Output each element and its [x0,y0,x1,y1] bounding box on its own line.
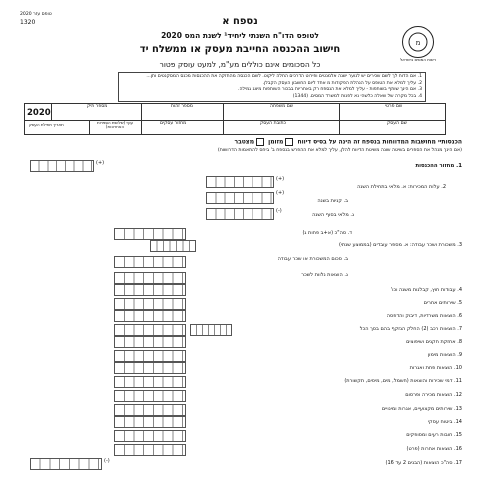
row-17-label: 17. סה"כ הוצאות (הבנים 2 עד 16) [385,460,462,466]
basis-accrual-label: מצטבר [234,138,255,146]
opening-inventory-field[interactable] [206,176,274,188]
page-title: חישוב ההכנסה החייבת מעסק או ממשלח יד [139,44,341,55]
vat-note: כל הסכומים אינם כוללים מע"מ, למעט עוסק פטור [159,60,321,69]
row-2a-label: 2. עלות המכירות: א. מלאי בתחילת השנה [357,184,446,190]
minus-sign-total: (-) [104,458,110,464]
other-expenses-field[interactable] [114,444,186,456]
bad-debts-field[interactable] [114,430,186,442]
form-subtitle: לטופס הדו"ח השנתי ליחיד¹ לשנת המס 2020 [161,31,319,40]
minus-sign: (-) [276,208,282,214]
last-name-header: שם משפחה [270,104,294,109]
row-3a-label: 3. משכורת ושכר עבודה: א. מספר עובדים (בממוצע שנתי) [338,242,462,248]
vehicle-expenses-field[interactable] [114,324,186,336]
row-8-label: 8. אחזקת חקנים ושיפוצים [406,339,462,345]
basis-accrual-checkbox[interactable] [256,138,264,146]
row-4-label: 4. עבודות חוץ, קבלנות משנה וכו' [390,287,462,293]
salary-related-field[interactable] [114,272,186,284]
turnover-header: מחזור עסקים [160,121,187,126]
professional-services-field[interactable] [114,404,186,416]
salaries-field[interactable] [114,256,186,268]
purchases-field[interactable] [206,192,274,204]
row-2d-label: ד. סה"כ (א+ב פחות ג) [302,230,352,236]
id-number-header: מספר זהות [171,104,193,109]
row-15-label: 15. חובות רעים ומסופקים [406,432,462,438]
note-2: 2. עליך למלא את הטופס על הנהלת הפקודות מ אחד ליום החשבון העסק הקבלן. [262,80,422,86]
first-name-header: שם פרטי [385,104,403,109]
branch-header: ענף (שלושת הספרות האחרונות) [96,120,134,130]
row-13-label: 13. שירותים מקצועיים, אגרות ומינויים [381,406,462,412]
first-name-field[interactable] [342,109,442,119]
row-10-label: 10. הוצאות פחת ואגרות [409,365,462,371]
reporting-basis-title: הכנסותיי מחושבות המדווחות בנספח זה הינה על בסיס דיווח מזומן מצטבר [234,138,462,146]
note-3: 3. אם הינך שותף בשותפות - עליך למלא את הנספח רק באחריות בבכור השותפות מיצג גמילה. [238,87,422,92]
plus-sign: (+) [96,160,105,166]
row-9-label: 9. הוצאות מימון [427,352,462,358]
business-start-date-header: תאריך תחילת העסק [29,122,64,127]
file-number-header: מספר תיק [87,104,108,109]
rent-field[interactable] [114,376,186,388]
form-code: 1320 [20,19,36,26]
note-4: 4. בכל מקרה של שאלה כלשהי נא לפנות למשרד המסים. (1344) [292,93,422,99]
row-2b-label: ב. קניות בשנה [317,198,348,204]
insurance-field[interactable] [114,416,186,428]
cost-of-sales-total-field[interactable] [114,228,186,240]
row-7-label: 7. הוצאות רכב (2) החלק הנזקף בהם בסך הכל [359,326,462,332]
file-number-field[interactable] [54,109,138,119]
plus-sign-2: (+) [276,176,285,182]
basis-cash-checkbox[interactable] [285,138,293,146]
note-1: 1. אם הדוח לך לשם שכירים יש לנוער ישנה אלמנטים ופירוט הדרכים החלה ליקוט. לשם הכנסה מהחזקה את ההכנסות מכנס המסקנטים ותן... [146,74,422,79]
basis-note: (אם הינך מנהל את הספרים בשיטה שונה משיטת הדיווח להלן, עליך למלא את ההפרש בנספח ב' ביחס להתאמות הדרושות) [217,148,462,153]
maintenance-field[interactable] [114,336,186,348]
logo-caption: רשות המסים בישראל [399,57,437,62]
closing-inventory-field[interactable] [206,208,274,220]
business-name-header: שם העסק [387,121,407,126]
subcontracting-field[interactable] [114,284,186,296]
notes-box [118,72,426,102]
depreciation-field[interactable] [114,362,186,374]
row-3c-label: ג. הוצאות נלוות לשכר [301,272,348,278]
row-11-label: 11. דמי שכירות והוצאות (חשמל, מים, מיסים, תקשורת) [344,378,462,384]
tax-year: 2020 [27,108,51,118]
office-expenses-field[interactable] [114,310,186,322]
turnover-field[interactable] [30,160,94,172]
row-3b-label: ב. סכום המשכורת או שכר עבודה [277,256,348,262]
last-name-field[interactable] [226,109,336,119]
annex-title: נספח א [222,16,258,27]
form-number-label: טופס עזר 2020 [20,12,52,17]
svg-text:מ: מ [415,39,421,47]
basis-cash-label: מזומן [268,138,284,146]
vehicle-share-field[interactable] [190,324,232,336]
sales-advertising-field[interactable] [114,390,186,402]
row-5-label: 5. שירותים אחרים [423,300,462,306]
employees-count-field[interactable] [150,240,196,252]
row-12-label: 12. הוצאות מכירה ופרסום [405,392,462,398]
financing-field[interactable] [114,350,186,362]
row-16-label: 16. הוצאות אחרות (פרט) [406,446,462,452]
id-number-field[interactable] [144,109,220,119]
business-address-header: כתובת העסק [260,121,286,126]
row-1-label: 1. מחזור ההכנסות [415,163,462,169]
other-services-field[interactable] [114,298,186,310]
taxpayer-details-table [24,103,446,135]
plus-sign-3: (+) [276,190,285,196]
row-2c-label: ג. מלאי בסוף השנה [312,212,354,218]
row-14-label: 14. ביטוח עסקי [427,419,462,425]
total-expenses-field[interactable] [30,458,102,470]
row-6-label: 6. הוצאות משרדיות, דיבוק והדפסה [386,313,462,319]
